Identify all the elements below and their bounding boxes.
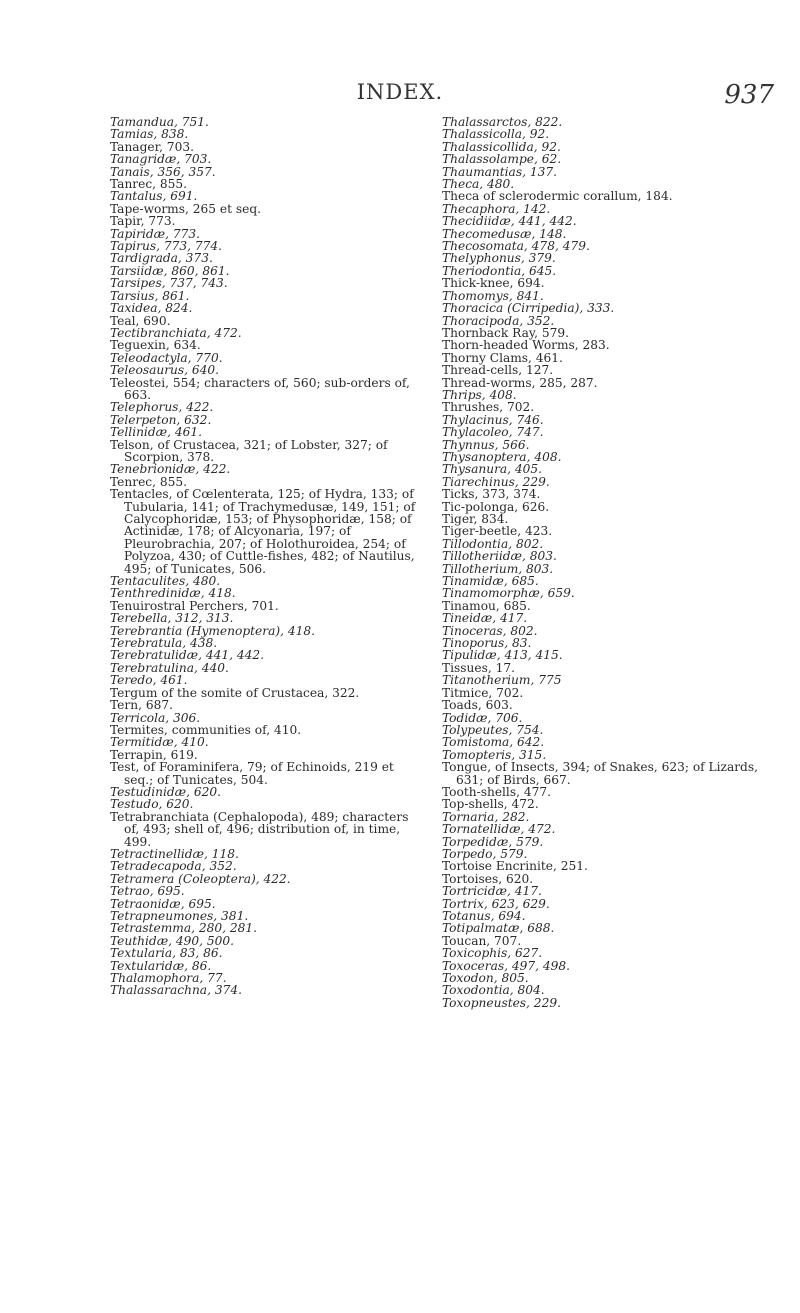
index-entry: Tentacles, of Cœlenterata, 125; of Hydra, 133; of Tubularia, 141; of Trachymedusæ, 149, 151; of Calycophoridæ, 153; of Physophoridæ, 158; of Actinidæ, 178; of Alcyonaria, 197; of Pleurobrachia, 207; of Holothuroidea, 254; of Polyzoa, 430; of Cuttle-fishes, 482; of Nautilus, 495; of Tunicates, 506.	[110, 487, 416, 576]
index-entry: Teguexin, 634.	[110, 338, 201, 353]
index-entry: Tentaculites, 480.	[110, 574, 221, 589]
index-entry: Telephorus, 422.	[110, 400, 214, 415]
index-entry: Toads, 603.	[442, 698, 513, 713]
index-entry: Tortricidæ, 417.	[442, 884, 542, 899]
index-entry: Todidæ, 706.	[442, 710, 523, 725]
index-entry: Termites, communities of, 410.	[110, 722, 302, 737]
index-entry: Toxodontia, 804.	[442, 983, 545, 998]
index-entry: Tenebrionidæ, 422.	[110, 462, 231, 477]
index-entry: Terebella, 312, 313.	[110, 611, 234, 626]
index-entry: Teleostei, 554; characters of, 560; sub-orders of, 663.	[110, 375, 410, 402]
index-entry: Terebrantia (Hymenoptera), 418.	[110, 623, 315, 638]
index-entry: Teuthidæ, 490, 500.	[110, 933, 235, 948]
index-entry: Toucan, 707.	[442, 933, 522, 948]
index-entry: Telson, of Crustacea, 321; of Lobster, 327; of Scorpion, 378.	[110, 437, 388, 464]
left-index-column	[110, 116, 416, 997]
index-entry: Terebratula, 438.	[110, 636, 218, 651]
index-entry: Tillodontia, 802.	[442, 536, 544, 551]
index-entry: Textularidæ, 86.	[110, 958, 212, 973]
index-entry: Tipulidæ, 413, 415.	[442, 648, 563, 663]
index-entry: Tanager, 703.	[110, 139, 194, 154]
index-entry: Teleodactyla, 770.	[110, 350, 223, 365]
index-entry: Tergum of the somite of Crustacea, 322.	[110, 685, 360, 700]
index-entry: Tapir, 773.	[110, 214, 176, 229]
index-entry: Telerpeton, 632.	[110, 412, 212, 427]
page-number: 937	[724, 80, 774, 110]
index-entry: Tarsipes, 737, 743.	[110, 276, 228, 291]
index-entry: Thoracica (Cirripedia), 333.	[442, 301, 615, 316]
index-entry: Tectibranchiata, 472.	[110, 325, 242, 340]
index-entry: Tantalus, 691.	[110, 189, 198, 204]
index-entry: Tortoise Encrinite, 251.	[442, 859, 588, 874]
index-entry: Thalassarctos, 822.	[442, 115, 563, 129]
index-entry: Thylacinus, 746.	[442, 412, 544, 427]
index-entry: Tern, 687.	[110, 698, 173, 713]
index-entry: Thoracipoda, 352.	[442, 313, 555, 328]
index-entry: Teredo, 461.	[110, 673, 188, 688]
index-entry: Thecomedusæ, 148.	[442, 226, 567, 241]
index-entry: Totipalmatæ, 688.	[442, 921, 555, 936]
index-entry: Taxidea, 824.	[110, 301, 193, 316]
index-entry: Totanus, 694.	[442, 909, 526, 923]
index-entry: Toxodon, 805.	[442, 971, 529, 986]
index-entry: Teal, 690.	[110, 313, 171, 328]
index-entry: Titmice, 702.	[442, 685, 524, 700]
index-entry: Tolypeutes, 754.	[442, 722, 544, 737]
index-entry: Thick-knee, 694.	[442, 276, 545, 291]
index-entry: Teleosaurus, 640.	[110, 363, 220, 378]
index-entry: Thysanura, 405.	[442, 462, 543, 477]
index-entry: Thalassarachna, 374.	[110, 983, 242, 998]
index-entry: Thylacoleo, 747.	[442, 425, 544, 440]
index-entry: Thaumantias, 137.	[442, 164, 557, 179]
index-entry: Tamandua, 751.	[110, 115, 209, 129]
index-entry: Toxoceras, 497, 498.	[442, 958, 571, 973]
index-entry: Tenrec, 855.	[110, 474, 187, 489]
index-entry: Tenthredinidæ, 418.	[110, 586, 236, 601]
index-entry: Tinoporus, 83.	[442, 636, 532, 651]
index-entry: Thysanoptera, 408.	[442, 449, 562, 464]
index-entry: Torpedidæ, 579.	[442, 834, 544, 849]
index-entry: Tomistoma, 642.	[442, 735, 545, 750]
index-entry: Titanotherium, 775	[442, 673, 562, 688]
index-entry: Tillotherium, 803.	[442, 561, 554, 576]
index-entry: Textularia, 83, 86.	[110, 946, 223, 961]
index-entry: Thorn-headed Worms, 283.	[442, 338, 610, 353]
index-entry: Tamias, 838.	[110, 127, 189, 142]
index-entry: Thread-cells, 127.	[442, 363, 554, 378]
index-entry: Thalassicolla, 92.	[442, 127, 550, 142]
index-entry: Torpedo, 579.	[442, 846, 528, 861]
index-entry: Tooth-shells, 477.	[442, 784, 551, 799]
index-entry: Tarsiidæ, 860, 861.	[110, 263, 230, 278]
index-entry: Test, of Foraminifera, 79; of Echinoids, 219 et seq.; of Tunicates, 504.	[110, 760, 394, 787]
index-entry: Theca of sclerodermic corallum, 184.	[442, 189, 673, 204]
index-entry: Thelyphonus, 379.	[442, 251, 556, 266]
index-entry: Tanais, 356, 357.	[110, 164, 216, 179]
index-entry: Tanagridæ, 703.	[110, 152, 212, 167]
index-entry: Thecosomata, 478, 479.	[442, 239, 590, 254]
index-entry: Tiarechinus, 229.	[442, 474, 550, 489]
index-entry: Tortrix, 623, 629.	[442, 896, 550, 911]
index-entry: Toxicophis, 627.	[442, 946, 543, 961]
index-entry: Tiger-beetle, 423.	[442, 524, 553, 539]
index-entry: Testudo, 620.	[110, 797, 194, 812]
index-entry: Tape-worms, 265 et seq.	[110, 201, 261, 216]
index-entry: Thynnus, 566.	[442, 437, 530, 452]
index-entry: Tomopteris, 315.	[442, 747, 547, 762]
index-entry: Tinamomorphæ, 659.	[442, 586, 575, 601]
index-entry: Tetrao, 695.	[110, 884, 185, 899]
index-entry: Tarsius, 861.	[110, 288, 190, 303]
index-entry: Terebratulidæ, 441, 442.	[110, 648, 265, 663]
index-entry: Tardigrada, 373.	[110, 251, 213, 266]
index-entry: Termitidæ, 410.	[110, 735, 209, 750]
index-entry: Thread-worms, 285, 287.	[442, 375, 598, 390]
index-entry: Tanrec, 855.	[110, 177, 188, 192]
index-entry: Toxopneustes, 229.	[442, 995, 561, 1010]
index-entry: Thecidiidæ, 441, 442.	[442, 214, 577, 229]
index-entry: Tinoceras, 802.	[442, 623, 538, 638]
index-entry: Thorny Clams, 461.	[442, 350, 563, 365]
index-entry: Tetrapneumones, 381.	[110, 909, 249, 923]
index-entry: Tetramera (Coleoptera), 422.	[110, 871, 291, 886]
index-entry: Terrapin, 619.	[110, 747, 198, 762]
index-entry: Top-shells, 472.	[442, 797, 539, 812]
index-entry: Tetraonidæ, 695.	[110, 896, 216, 911]
index-entry: Tapiridæ, 773.	[110, 226, 201, 241]
index-entry: Thomomys, 841.	[442, 288, 544, 303]
index-entry: Tineidæ, 417.	[442, 611, 528, 626]
index-entry: Tornaria, 282.	[442, 809, 530, 824]
index-entry: Tetradecapoda, 352.	[110, 859, 237, 874]
index-entry: Ticks, 373, 374.	[442, 487, 541, 502]
right-index-column	[442, 116, 762, 1009]
index-entry: Tetrastemma, 280, 281.	[110, 921, 258, 936]
index-entry: Tongue, of Insects, 394; of Snakes, 623; of Lizards, 631; of Birds, 667.	[442, 760, 758, 787]
index-entry: Thrushes, 702.	[442, 400, 535, 415]
index-entry: Thalamophora, 77.	[110, 971, 227, 986]
page-header	[0, 78, 800, 108]
index-entry: Terricola, 306.	[110, 710, 201, 725]
index-entry: Thornback Ray, 579.	[442, 325, 570, 340]
index-entry: Tetractinellidæ, 118.	[110, 846, 239, 861]
index-entry: Tornatellidæ, 472.	[442, 822, 556, 837]
index-entry: Testudinidæ, 620.	[110, 784, 221, 799]
index-entry: Thecaphora, 142.	[442, 201, 551, 216]
index-entry: Terebratulina, 440.	[110, 660, 229, 675]
index-entry: Tortoises, 620.	[442, 871, 534, 886]
index-entry: Thalassicollida, 92.	[442, 139, 561, 154]
index-entry: Theriodontia, 645.	[442, 263, 557, 278]
index-entry: Thalassolampe, 62.	[442, 152, 562, 167]
index-entry: Tic-polonga, 626.	[442, 499, 550, 514]
index-entry: Tissues, 17.	[442, 660, 515, 675]
index-entry: Tinamidæ, 685.	[442, 574, 539, 589]
index-entry: Tillotheriidæ, 803.	[442, 549, 557, 564]
running-title: INDEX.	[356, 80, 444, 104]
index-entry: Theca, 480.	[442, 177, 515, 192]
index-entry: Tiger, 834.	[442, 512, 509, 526]
index-entry: Tetrabranchiata (Cephalopoda), 489; characters of, 493; shell of, 496; distribution of, in time, 499.	[110, 809, 409, 849]
index-entry: Tapirus, 773, 774.	[110, 239, 222, 254]
index-entry: Tenuirostral Perchers, 701.	[110, 598, 279, 613]
index-entry: Tinamou, 685.	[442, 598, 531, 613]
index-entry: Tellinidæ, 461.	[110, 425, 202, 440]
index-entry: Thrips, 408.	[442, 387, 517, 402]
